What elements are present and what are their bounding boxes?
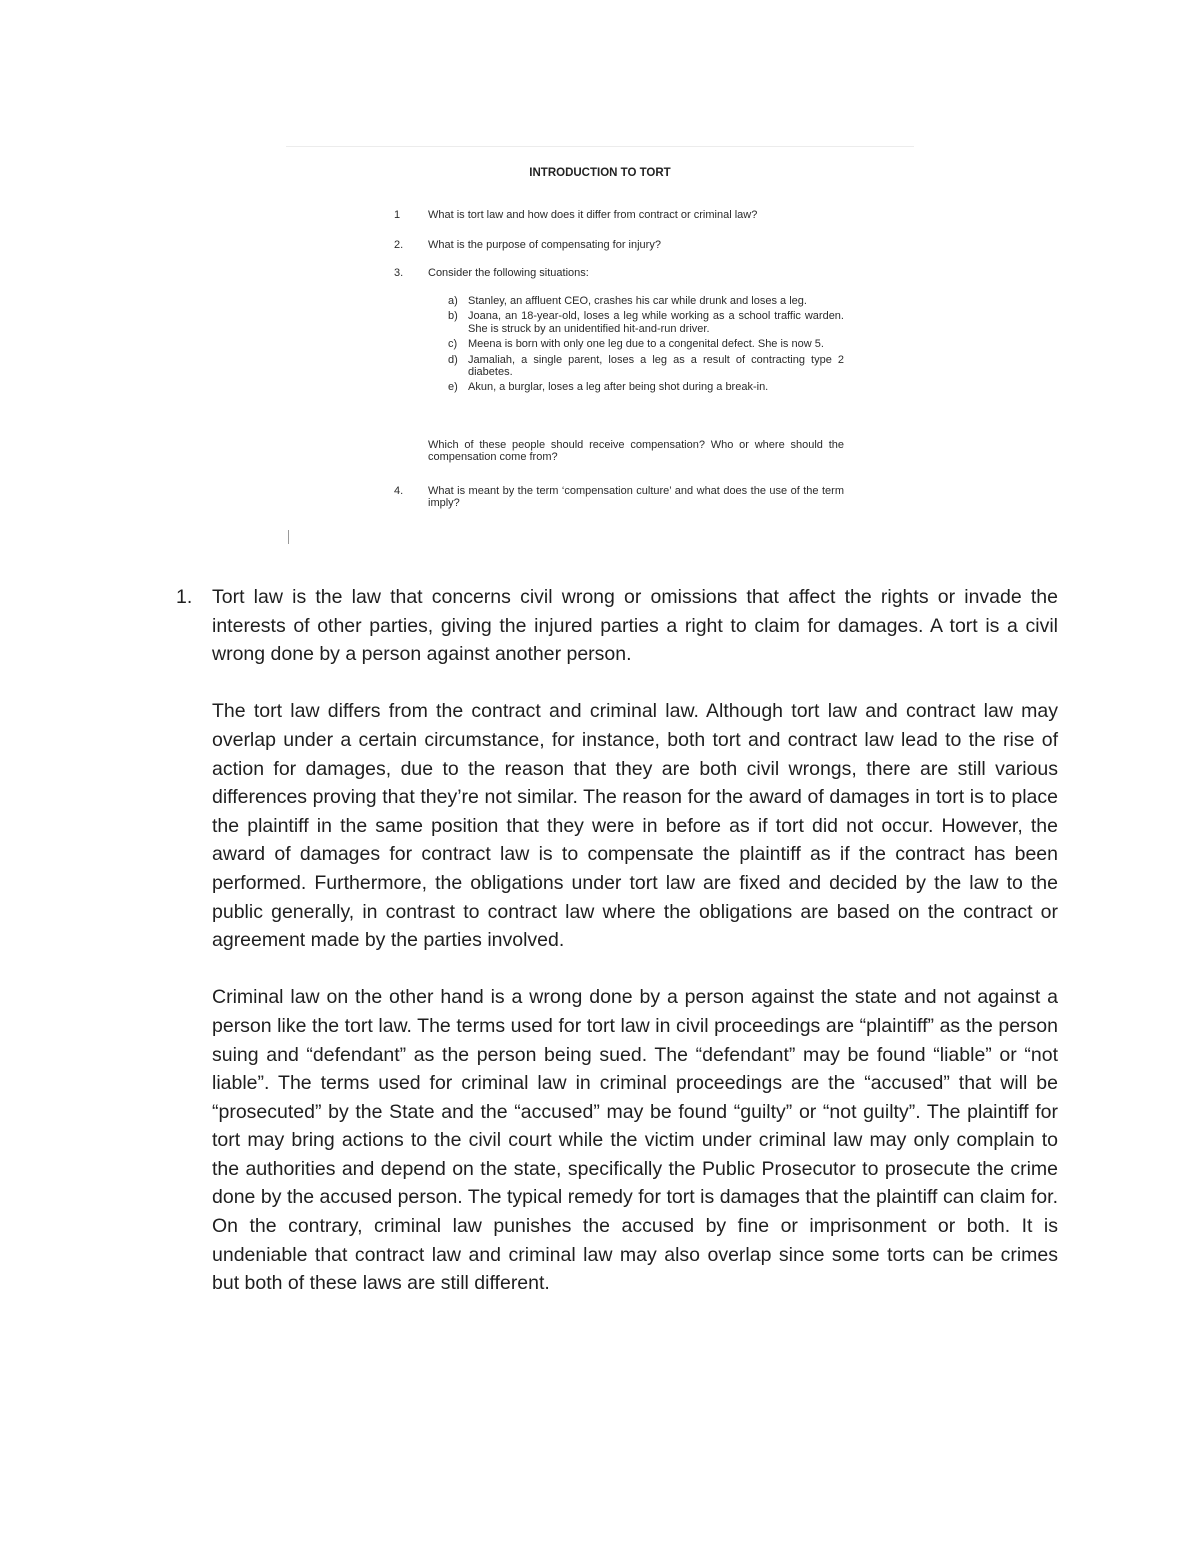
list-item [444, 310, 844, 335]
situation-text: Jamaliah, a single parent, loses a leg as a result of contracting type 2 diabetes. [468, 353, 844, 379]
answer-number: 1. [176, 586, 193, 608]
answer-paragraph: Criminal law on the other hand is a wrong done by a person against the state and not against a person like the tort law. The terms used for tort law in civil proceedings are “plaintiff” as the person suing and “defendant” as the person being sued. The “defendant” may be found “liable” or “not liable”. The terms used for criminal law in criminal proceedings are the “accused” that will be “prosecuted” by the State and the “accused” may be found “guilty” or “not guilty”. The plaintiff for tort may bring actions to the civil court while the victim under criminal law may only complain to the authorities and depend on the state, specifically the Public Prosecutor to prosecute the crime done by the accused person. The typical remedy for tort is damages that the plaintiff can claim for. On the contrary, criminal law punishes the accused by fine or imprisonment or both. It is undeniable that contract law and criminal law may also overlap since some torts can be crimes but both of these laws are still different. [212, 986, 1058, 1295]
followup-question: Which of these people should receive compensation? Who or where should the compensation come from? [428, 439, 844, 464]
situations-list [444, 295, 844, 397]
answer-paragraph: The tort law differs from the contract and criminal law. Although tort law and contract law may overlap under a certain circumstance, for instance, both tort and contract law lead to the rise of action for damages, due to the reason that they are both civil wrongs, there are still various differences proving that they’re not similar. The reason for the award of damages in tort is to place the plaintiff in the same position that they were in before as if tort did not occur. However, the award of damages for contract law is to compensate the plaintiff as if the contract has been performed. Furthermore, the obligations under tort law are fixed and decided by the law to the public generally, in contrast to contract law where the obligations are based on the contract or agreement made by the parties involved. [212, 700, 1058, 952]
question-number: 4. [394, 485, 404, 497]
question-sheet-image [286, 146, 914, 527]
question-text: What is meant by the term ‘compensation culture’ and what does the use of the term imply? [428, 485, 844, 510]
question-number: 2. [394, 239, 404, 251]
question-number: 1 [394, 209, 401, 221]
situation-letter: b) [448, 310, 458, 323]
list-item [444, 295, 844, 307]
answer-section [176, 583, 1058, 1298]
question-text: What is the purpose of compensating for injury? [428, 239, 661, 251]
sheet-title: INTRODUCTION TO TORT [529, 167, 671, 179]
question-text: What is tort law and how does it differ from contract or criminal law? [428, 209, 758, 221]
situation-letter: e) [448, 381, 458, 394]
list-item [444, 338, 844, 350]
situation-text: Stanley, an affluent CEO, crashes his car while drunk and loses a leg. [468, 295, 807, 307]
situation-letter: a) [448, 295, 458, 307]
list-item [444, 354, 844, 379]
situation-text: Joana, an 18-year-old, loses a leg while working as a school traffic warden. She is struck by an unidentified hit-and-run driver. [468, 310, 844, 335]
list-item [444, 381, 844, 393]
situation-letter: d) [448, 353, 458, 366]
question-number: 3. [394, 267, 404, 279]
question-text: Consider the following situations: [428, 267, 589, 279]
text-cursor-mark [288, 530, 289, 544]
answer-paragraph: Tort law is the law that concerns civil wrong or omissions that affect the rights or invade the interests of other parties, giving the injured parties a right to claim for damages. A tort is a civil wrong done by a person against another person. [212, 586, 1058, 666]
situation-letter: c) [448, 338, 458, 351]
situation-text: Akun, a burglar, loses a leg after being shot during a break-in. [468, 381, 769, 394]
situation-text: Meena is born with only one leg due to a congenital defect. She is now 5. [468, 338, 824, 351]
